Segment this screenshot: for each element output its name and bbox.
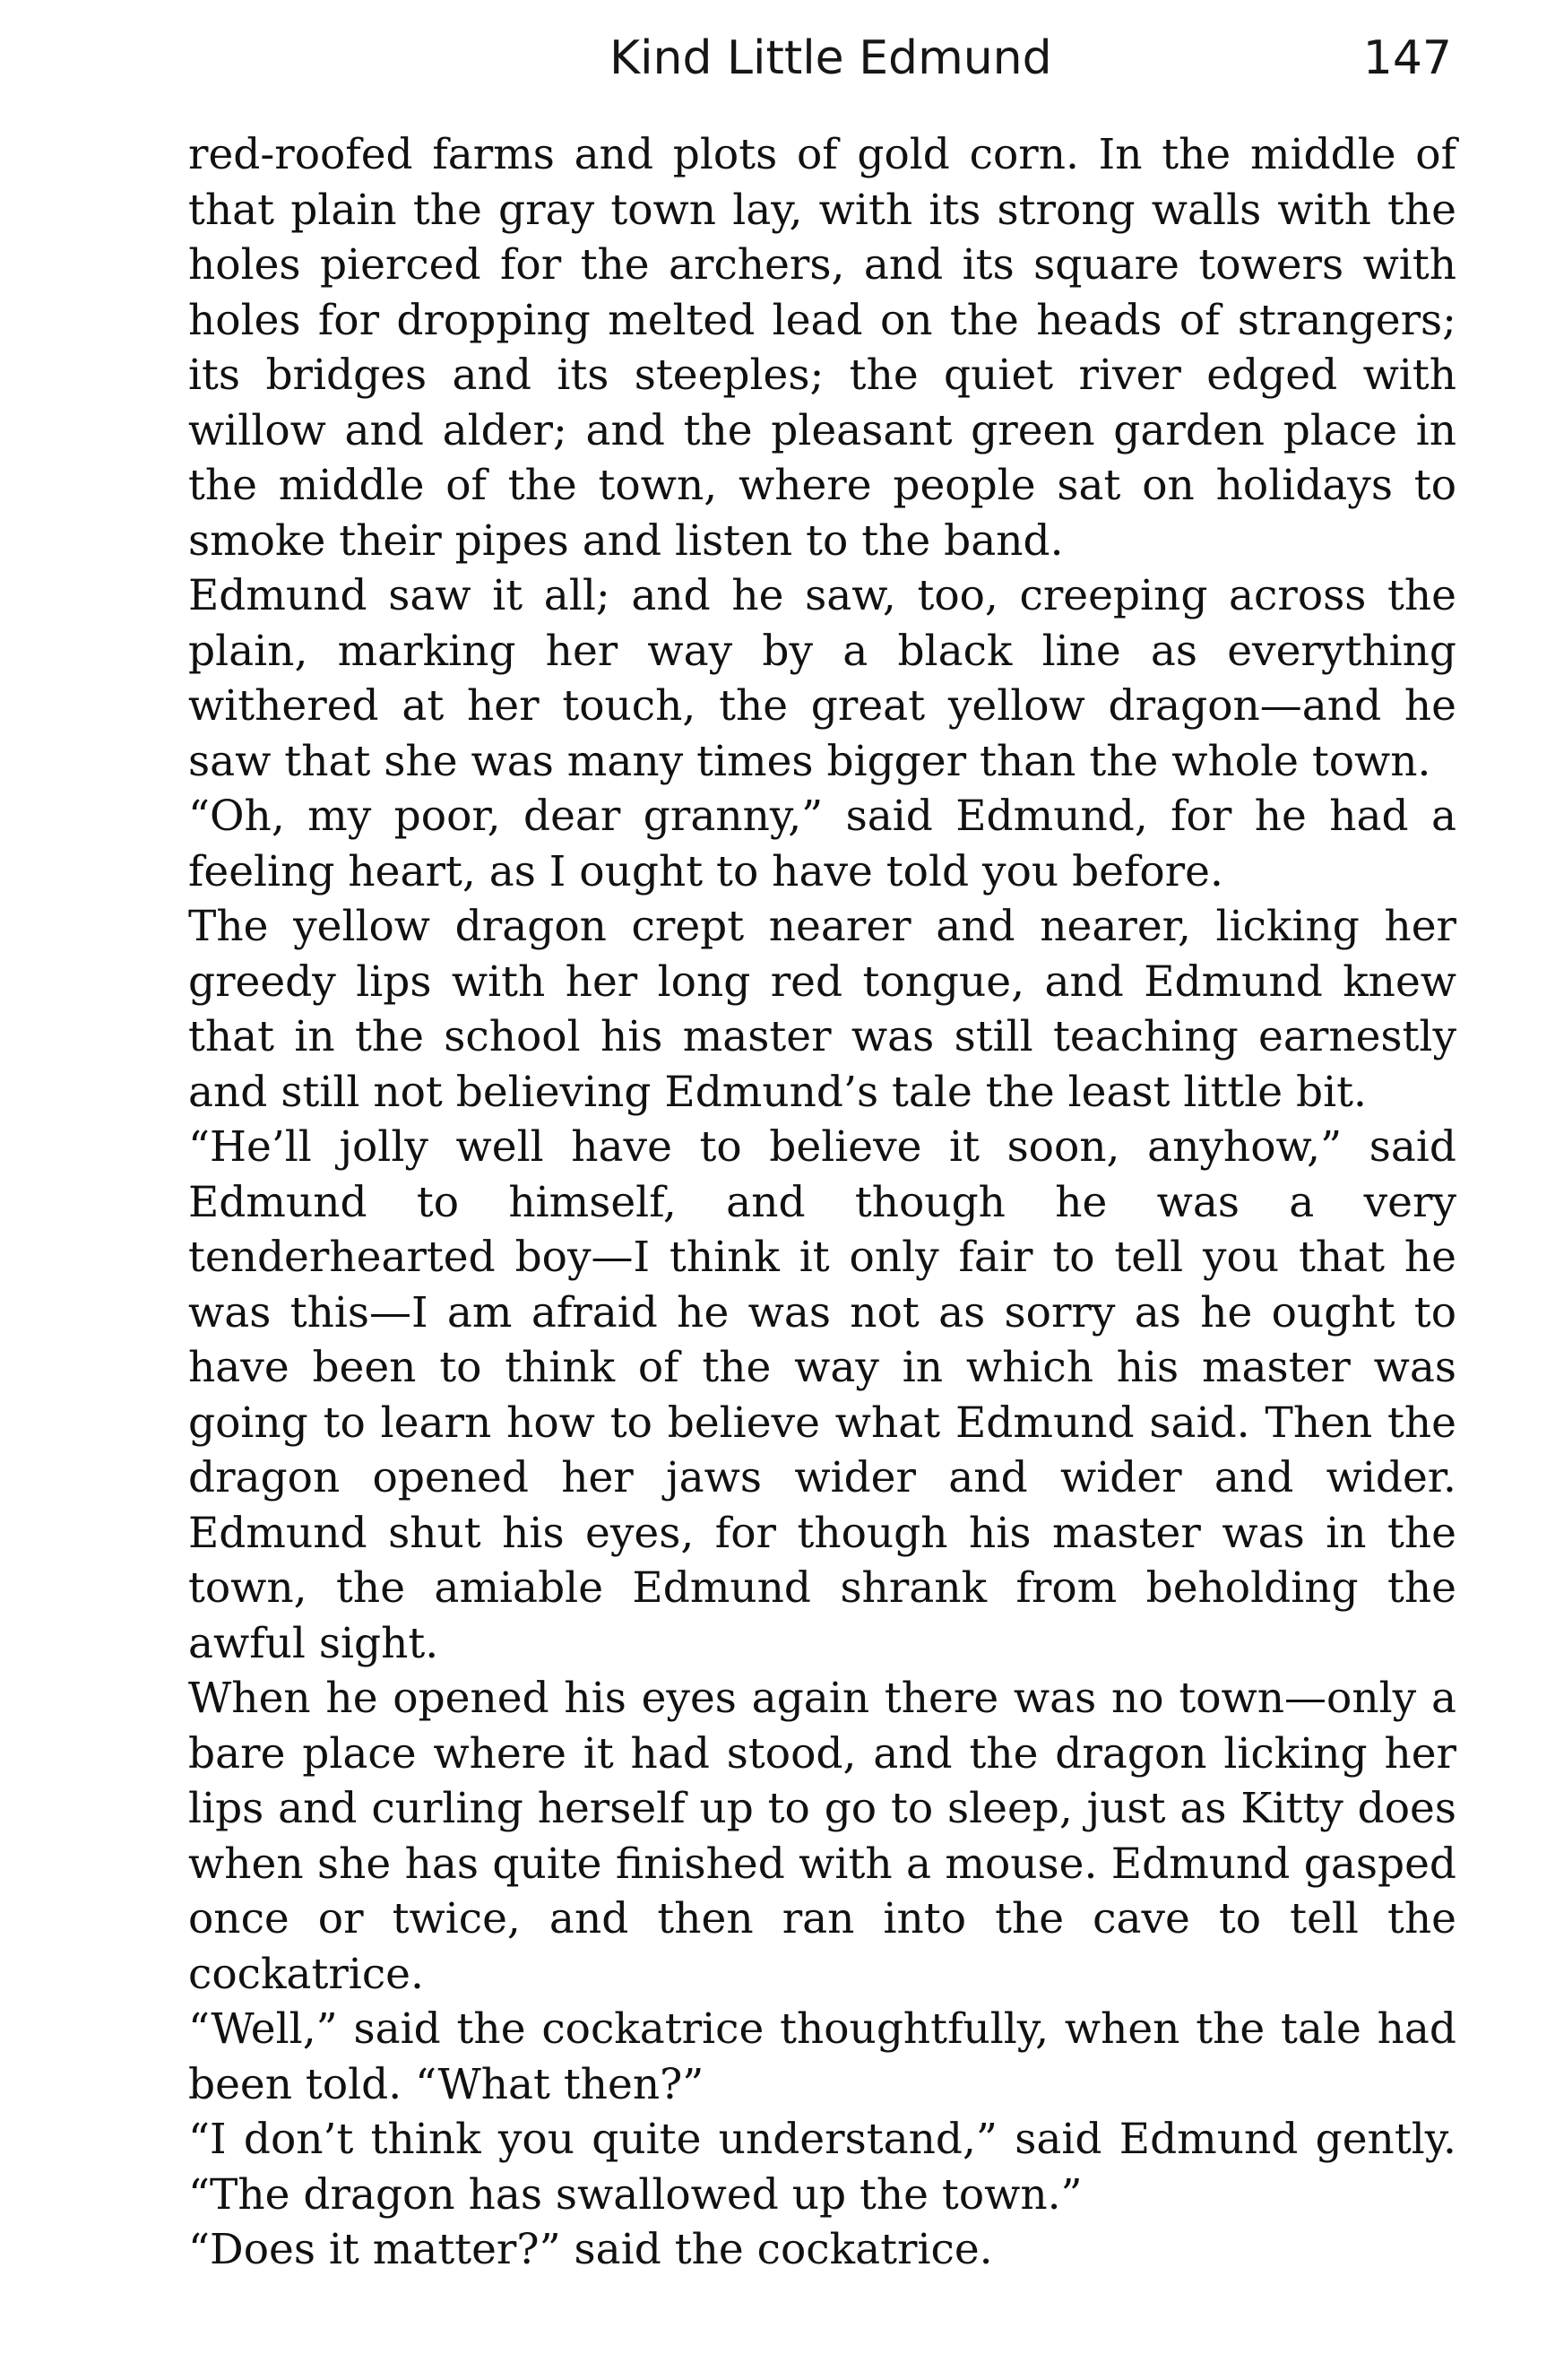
paragraph: “Oh, my poor, dear granny,” said Edmund, for he had a feeling heart, as I ought to have told you before.	[188, 792, 1456, 896]
paragraph: “Does it matter?” said the cockatrice.	[188, 2225, 993, 2274]
paragraph: red-roofed farms and plots of gold corn. In the middle of that plain the gray town lay, with its strong walls with the holes pierced for the archers, and its square towers with holes for dropping melted lead on the heads of strangers; its bridges and its steeples; the quiet river edged with willow and alder; and the pleasant green garden place in the middle of the town, where people sat on holidays to smoke their pipes and listen to the band.	[188, 130, 1456, 566]
body-text	[188, 127, 1456, 2278]
paragraph: Edmund saw it all; and he saw, too, creeping across the plain, marking her way by a black line as everything withered at her touch, the great yellow dragon—and he saw that she was many times bigger than the whole town.	[188, 571, 1456, 786]
chapter-title: Kind Little Edmund	[609, 31, 1052, 85]
paragraph: The yellow dragon crept nearer and nearer, licking her greedy lips with her long red tongue, and Edmund knew that in the school his master was still teaching earnestly and still not believing Edmund’s tale the least little bit.	[188, 902, 1456, 1117]
paragraph: “Well,” said the cockatrice thoughtfully, when the tale had been told. “What then?”	[188, 2004, 1456, 2109]
running-head	[188, 27, 1452, 90]
page-number: 147	[1362, 31, 1452, 85]
paragraph: “I don’t think you quite understand,” said Edmund gently. “The dragon has swallowed up the town.”	[188, 2115, 1456, 2220]
paragraph: When he opened his eyes again there was no town—only a bare place where it had stood, and the dragon licking her lips and curling herself up to go to sleep, just as Kitty does when she has quite finished with a mouse. Edmund gasped once or twice, and then ran into the cave to tell the cockatrice.	[188, 1674, 1456, 1999]
paragraph: “He’ll jolly well have to believe it soon, anyhow,” said Edmund to himself, and though he was a very tenderhearted boy—I think it only fair to tell you that he was this—I am afraid he was not as sorry as he ought to have been to think of the way in which his master was going to learn how to believe what Edmund said. Then the dragon opened her jaws wider and wider and wider. Edmund shut his eyes, for though his master was in the town, the amiable Edmund shrank from beholding the awful sight.	[188, 1122, 1456, 1668]
